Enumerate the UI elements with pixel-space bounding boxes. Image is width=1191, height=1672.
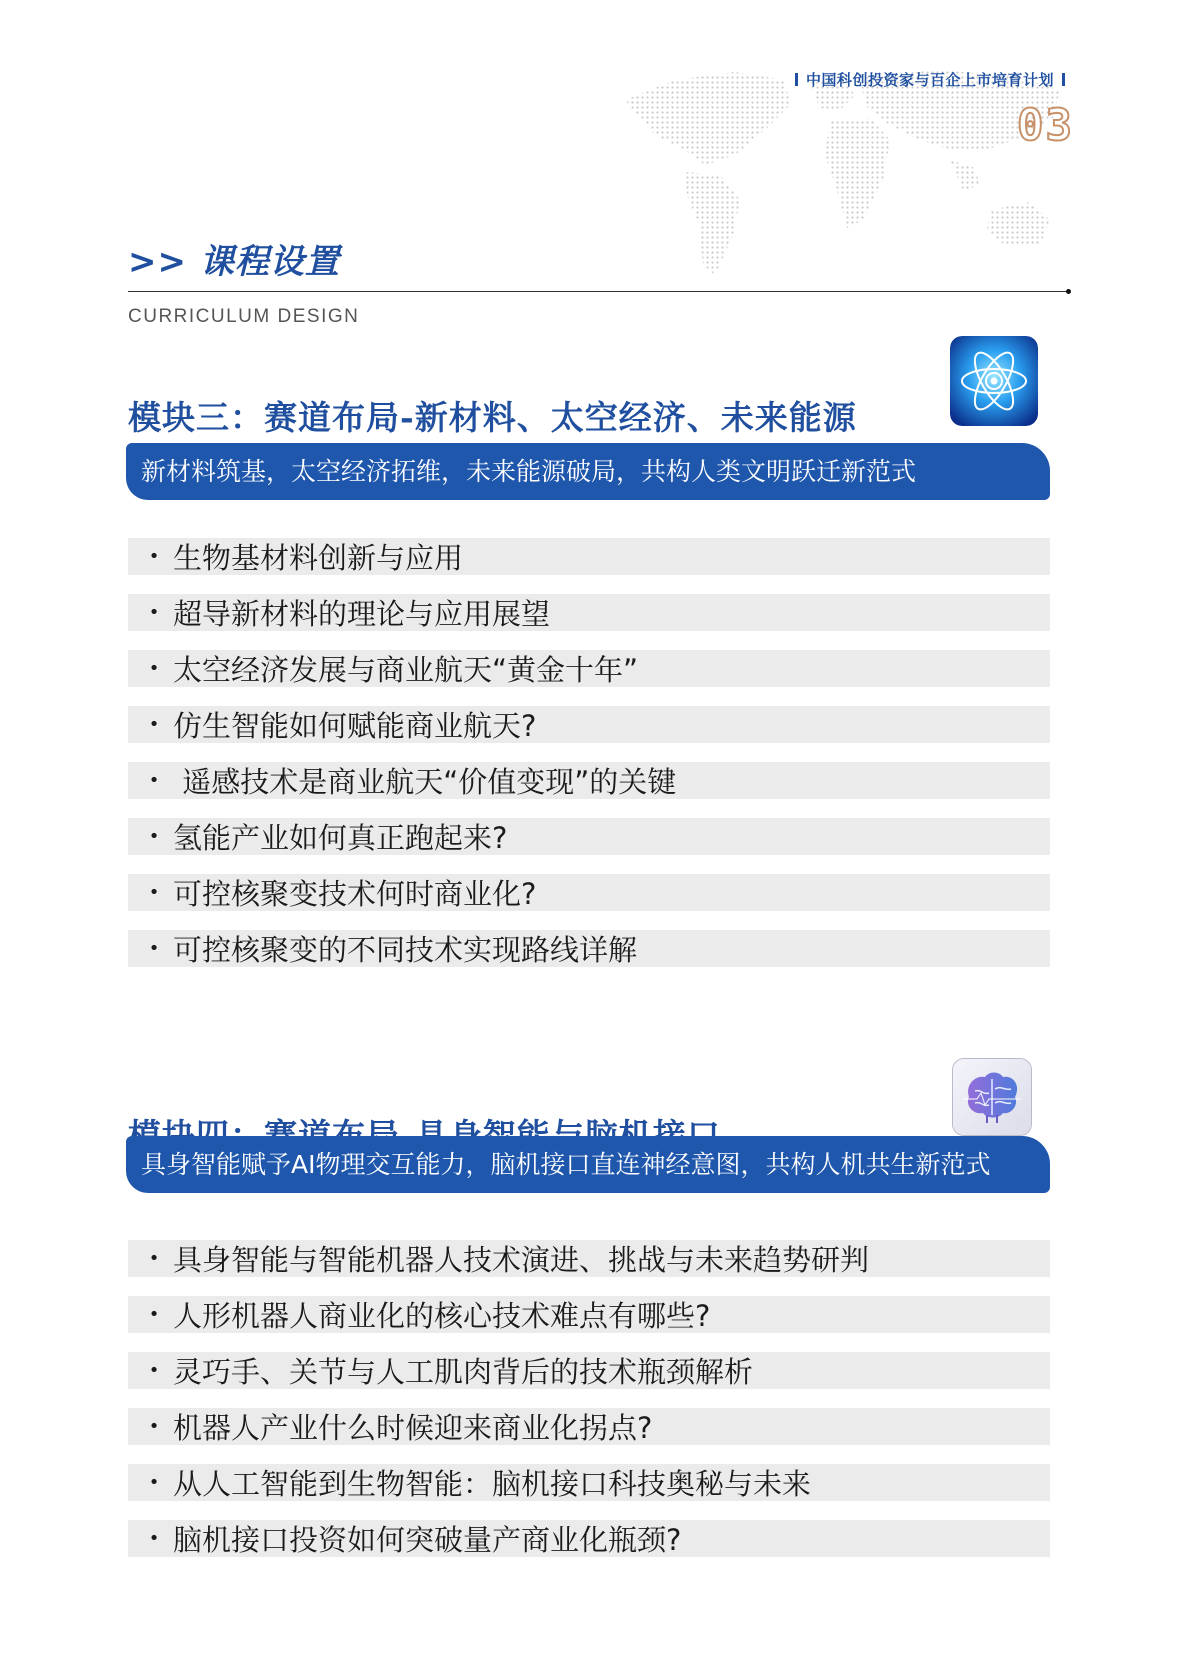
program-title xyxy=(787,69,1073,90)
bullet: • xyxy=(148,658,160,679)
bullet: • xyxy=(148,826,160,847)
list-item xyxy=(128,1352,1050,1389)
atom-icon xyxy=(950,336,1038,426)
title-bar-left xyxy=(795,73,798,86)
page-number: 03 xyxy=(1017,100,1074,151)
bullet: • xyxy=(148,1248,160,1269)
list-item xyxy=(128,594,1050,631)
bullet: • xyxy=(148,882,160,903)
item-text: 太空经济发展与商业航天“黄金十年” xyxy=(173,653,639,687)
bullet: • xyxy=(148,1528,160,1549)
bullet: • xyxy=(148,1360,160,1381)
item-text: 具身智能与智能机器人技术演进、挑战与未来趋势研判 xyxy=(173,1243,870,1277)
section-divider-dot xyxy=(1066,289,1071,294)
bullet: • xyxy=(148,1304,160,1325)
bullet: • xyxy=(148,546,160,567)
bullet: • xyxy=(148,1416,160,1437)
module-four-list xyxy=(128,1240,1050,1576)
program-title-text: 中国科创投资家与百企上市培育计划 xyxy=(805,71,1054,89)
bullet: • xyxy=(148,714,160,735)
section-title: >> 课程设置 xyxy=(128,242,340,282)
section-divider xyxy=(128,291,1069,292)
item-text: 脑机接口投资如何突破量产商业化瓶颈? xyxy=(173,1523,682,1557)
bullet: • xyxy=(148,770,160,791)
brain-icon xyxy=(952,1058,1032,1136)
world-map-decoration xyxy=(615,60,1115,300)
bullet: • xyxy=(148,1472,160,1493)
item-text: 遥感技术是商业航天“价值变现”的关键 xyxy=(173,765,677,799)
item-text: 灵巧手、关节与人工肌肉背后的技术瓶颈解析 xyxy=(173,1355,754,1389)
list-item xyxy=(128,1240,1050,1277)
list-item xyxy=(128,762,1050,799)
list-item xyxy=(128,930,1050,967)
item-text: 仿生智能如何赋能商业航天? xyxy=(173,709,537,743)
list-item xyxy=(128,538,1050,575)
list-item xyxy=(128,1408,1050,1445)
item-text: 生物基材料创新与应用 xyxy=(173,541,464,575)
module-three-list xyxy=(128,538,1050,986)
list-item xyxy=(128,706,1050,743)
item-text: 可控核聚变技术何时商业化? xyxy=(173,877,537,911)
title-bar-right xyxy=(1062,73,1065,86)
item-text: 从人工智能到生物智能：脑机接口科技奥秘与未来 xyxy=(173,1467,812,1501)
module-three-title: 模块三：赛道布局-新材料、太空经济、未来能源 xyxy=(128,398,857,437)
item-text: 可控核聚变的不同技术实现路线详解 xyxy=(173,933,638,967)
section-subtitle: CURRICULUM DESIGN xyxy=(128,306,360,327)
list-item xyxy=(128,1520,1050,1557)
item-text: 超导新材料的理论与应用展望 xyxy=(173,597,551,631)
item-text: 氢能产业如何真正跑起来? xyxy=(173,821,508,855)
bullet: • xyxy=(148,938,160,959)
list-item xyxy=(128,650,1050,687)
bullet: • xyxy=(148,602,160,623)
item-text: 机器人产业什么时候迎来商业化拐点? xyxy=(173,1411,653,1445)
list-item xyxy=(128,818,1050,855)
module-three-tagline: 新材料筑基，太空经济拓维，未来能源破局，共构人类文明跃迁新范式 xyxy=(126,443,1050,500)
list-item xyxy=(128,1464,1050,1501)
module-four-tagline: 具身智能赋予AI物理交互能力，脑机接口直连神经意图，共构人机共生新范式 xyxy=(126,1136,1050,1193)
list-item xyxy=(128,1296,1050,1333)
item-text: 人形机器人商业化的核心技术难点有哪些? xyxy=(173,1299,711,1333)
list-item xyxy=(128,874,1050,911)
